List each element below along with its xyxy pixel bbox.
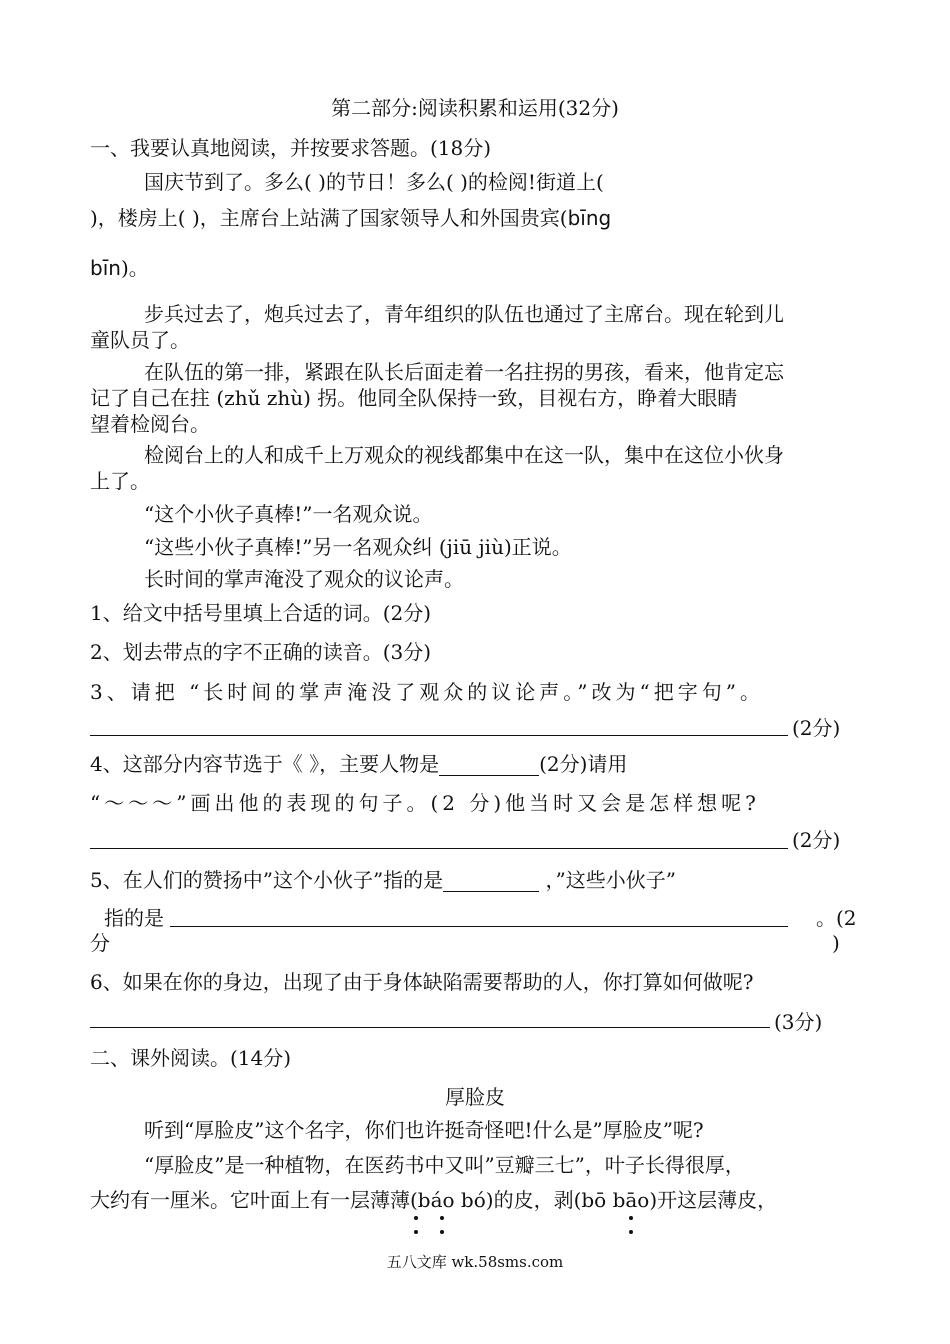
answer-line[interactable] — [90, 1027, 770, 1028]
question-1: 1、给文中括号里填上合适的词。(2分) — [90, 601, 432, 625]
question-5-cont: 指的是 — [104, 906, 164, 930]
score-note: (3分) — [774, 1010, 823, 1034]
emphasis-dot — [629, 1230, 633, 1234]
passage-line: “这些小伙子真棒!”另一名观众纠 (jiū jiù)正说。 — [144, 535, 572, 559]
emphasis-dot — [414, 1230, 418, 1234]
passage-line: 望着检阅台。 — [90, 412, 210, 436]
question-6: 6、如果在你的身边，出现了由于身体缺陷需要帮助的人，你打算如何做呢? — [90, 970, 754, 994]
passage-line: 步兵过去了，炮兵过去了，青年组织的队伍也通过了主席台。现在轮到儿 — [144, 302, 784, 326]
question-3: 3、请把 “长时间的掌声淹没了观众的议论声。”改为“把字句”。 — [90, 680, 764, 704]
passage-line: 记了自己在拄 (zhǔ zhù) 拐。他同全队保持一致，目视右方，睁着大眼睛 — [90, 386, 738, 410]
passage-line: 国庆节到了。多么( )的节日！多么( )的检阅!街道上( — [144, 170, 604, 194]
emphasis-dot — [440, 1216, 444, 1220]
question-4-cont: “～～～”画出他的表现的句子。(2 分)他当时又会是怎样想呢? — [90, 791, 760, 815]
emphasis-dot — [414, 1216, 418, 1220]
part2-heading: 二、课外阅读。(14分) — [90, 1046, 292, 1070]
passage-line: 检阅台上的人和成千上万观众的视线都集中在这一队，集中在这位小伙身 — [144, 443, 784, 467]
question-5: 5、在人们的赞扬中”这个小伙子”指的是 ，”这些小伙子” — [90, 868, 676, 892]
section-title: 第二部分:阅读积累和运用(32分) — [331, 96, 619, 120]
score-note: ) — [832, 931, 840, 955]
article-title: 厚脸皮 — [445, 1085, 505, 1109]
answer-blank[interactable] — [443, 873, 539, 892]
question-2: 2、划去带点的字不正确的读音。(3分) — [90, 640, 432, 664]
passage-line: bīn)。 — [90, 256, 149, 280]
answer-line[interactable] — [170, 926, 788, 927]
answer-line[interactable] — [90, 735, 788, 736]
passage-line: 长时间的掌声淹没了观众的议论声。 — [144, 567, 464, 591]
passage-line: 上了。 — [90, 469, 150, 493]
score-note: (2分) — [792, 828, 841, 852]
part1-heading: 一、我要认真地阅读，并按要求答题。(18分) — [90, 136, 492, 160]
answer-line[interactable] — [90, 848, 788, 849]
emphasis-dot — [629, 1216, 633, 1220]
article-line: 听到“厚脸皮”这个名字，你们也许挺奇怪吧!什么是”厚脸皮”呢? — [144, 1118, 704, 1142]
score-note: 分 — [90, 931, 110, 955]
answer-blank[interactable] — [439, 757, 539, 776]
article-line: 大约有一厘米。它叶面上有一层薄薄(báo bó)的皮，剥(bō bāo)开这层薄皮， — [90, 1188, 778, 1212]
question-4: 4、这部分内容节选于《 》，主要人物是 (2分)请用 — [90, 752, 628, 776]
passage-line: 童队员了。 — [90, 328, 190, 352]
passage-line: )，楼房上( )，主席台上站满了国家领导人和外国贵宾(bīng — [90, 206, 612, 230]
emphasis-dot — [440, 1230, 444, 1234]
score-note: 。(2 — [816, 906, 857, 930]
score-note: (2分) — [792, 716, 841, 740]
passage-line: 在队伍的第一排，紧跟在队长后面走着一名拄拐的男孩，看来，他肯定忘 — [144, 360, 784, 384]
footer-watermark: 五八文库 wk.58sms.com — [386, 1253, 564, 1271]
passage-line: “这个小伙子真棒!”一名观众说。 — [144, 502, 433, 526]
article-line: “厚脸皮”是一种植物，在医药书中又叫”豆瓣三七”，叶子长得很厚， — [144, 1153, 745, 1177]
